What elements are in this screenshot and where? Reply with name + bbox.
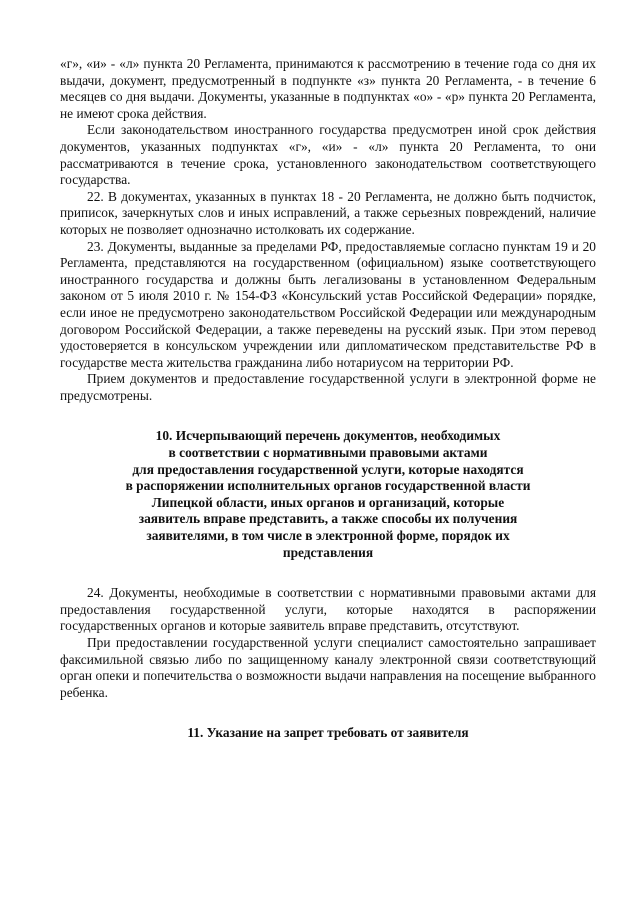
paragraph-foreign-law: Если законодательством иностранного государства предусмотрен иной срок действия документов, указанных подпунктах «г», «и» - «л» пункта 20 Регламента, то они рассматриваются в течение срока, установленного законодательством соответствующего государства.: [60, 122, 596, 188]
heading-10-line: 10. Исчерпывающий перечень документов, необходимых: [155, 428, 501, 444]
paragraph-23: 23. Документы, выданные за пределами РФ, предоставляемые согласно пунктам 19 и 20 Регламента, представляются на государственном (официальном) языке соответствующего иностранного государства и должны быть легализованы в установленном Федеральным законом от 5 июля 2010 г. № 154-ФЗ «Консульский устав Российской Федерации» порядке, если иное не предусмотрено законодательством Российской Федерации или международным договором Российской Федерации, а также переведены на русский язык. При этом перевод удостоверяется в консульском учреждении или дипломатическом представительстве РФ в государстве места жительства гражданина либо нотариусом на территории РФ.: [60, 238, 596, 370]
heading-10-line: заявителями, в том числе в электронной форме, порядок их: [146, 528, 510, 544]
heading-10-line: представления: [282, 544, 374, 560]
paragraph-24: 24. Документы, необходимые в соответствии с нормативными правовыми актами для предоставления государственной услуги, которые находятся в распоряжении государственных органов и которые заявитель вправе представить, отсутствуют.: [60, 585, 596, 634]
heading-10-line: для предоставления государственной услуги, которые находятся: [132, 461, 524, 477]
section-heading-11: [60, 725, 596, 742]
heading-10-line: в соответствии с нормативными правовыми актами: [168, 445, 488, 461]
top-paragraphs: [60, 56, 596, 404]
heading-10-line: Липецкой области, иных органов и организаций, которые: [151, 494, 505, 510]
paragraph-continuation: «г», «и» - «л» пункта 20 Регламента, принимаются к рассмотрению в течение года со дня их выдачи, документ, предусмотренный в подпункте «з» пункта 20 Регламента, - в течение 6 месяцев со дня выдачи. Документы, указанные в подпунктах «о» - «р» пункта 20 Регламента, не имеют срока действия.: [60, 56, 596, 121]
heading-10-line: в распоряжении исполнительных органов государственной власти: [125, 478, 531, 494]
bottom-paragraphs: [60, 585, 596, 701]
section-heading-10: [60, 428, 596, 561]
heading-10-line: заявитель вправе представить, а также способы их получения: [138, 511, 518, 527]
paragraph-request: При предоставлении государственной услуги специалист самостоятельно запрашивает факсимильной связью либо по защищенному каналу электронной связи соответствующий орган опеки и попечительства о возможности выдачи направления на посещение выбранного ребенка.: [60, 635, 596, 700]
paragraph-electronic: Прием документов и предоставление государственной услуги в электронной форме не предусмотрены.: [60, 371, 596, 403]
paragraph-22: 22. В документах, указанных в пунктах 18 - 20 Регламента, не должно быть подчисток, приписок, зачеркнутых слов и иных исправлений, а также серьезных повреждений, наличие которых не позволяет однозначно истолковать их содержание.: [60, 188, 596, 237]
heading-11-line: 11. Указание на запрет требовать от заявителя: [187, 725, 469, 741]
